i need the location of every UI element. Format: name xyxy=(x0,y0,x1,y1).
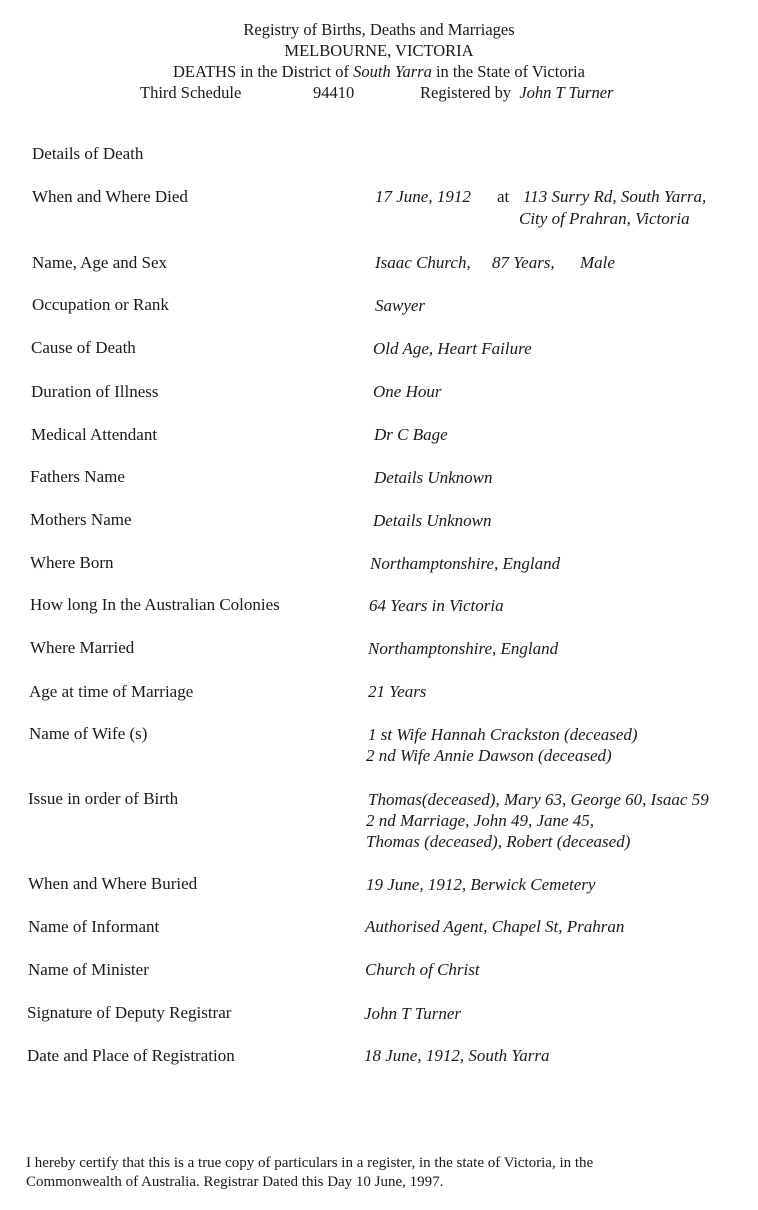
label-age-marriage: Age at time of Marriage xyxy=(29,682,194,701)
label-medical: Medical Attendant xyxy=(31,425,158,444)
header-district-line xyxy=(0,62,758,82)
value-registration: 18 June, 1912, South Yarra xyxy=(364,1046,550,1065)
district-suffix: in the State of Victoria xyxy=(435,62,585,81)
label-cause: Cause of Death xyxy=(31,338,136,357)
value-medical: Dr C Bage xyxy=(374,425,448,444)
value-death-address1: 113 Surry Rd, South Yarra, xyxy=(523,187,707,206)
value-minister: Church of Christ xyxy=(365,960,480,979)
label-father: Fathers Name xyxy=(30,467,125,486)
label-name-age-sex: Name, Age and Sex xyxy=(32,253,168,272)
value-issue-1: Thomas(deceased), Mary 63, George 60, Isaac 59 xyxy=(368,790,709,809)
label-signature: Signature of Deputy Registrar xyxy=(27,1003,232,1022)
value-death-address2: City of Prahran, Victoria xyxy=(519,209,690,228)
value-issue-2: 2 nd Marriage, John 49, Jane 45, xyxy=(366,811,595,830)
district-name: South Yarra xyxy=(353,62,432,81)
value-name: Isaac Church, xyxy=(375,253,471,272)
label-registration: Date and Place of Registration xyxy=(27,1046,235,1065)
value-father: Details Unknown xyxy=(374,468,493,487)
header-line1: Registry of Births, Deaths and Marriages xyxy=(243,20,515,39)
registrar-name: John T Turner xyxy=(519,83,614,102)
value-duration: One Hour xyxy=(373,382,442,401)
value-wife-2: 2 nd Wife Annie Dawson (deceased) xyxy=(366,746,612,765)
value-cause: Old Age, Heart Failure xyxy=(373,339,532,358)
value-mother: Details Unknown xyxy=(373,511,492,530)
value-death-date: 17 June, 1912 xyxy=(375,187,471,206)
value-wife-1: 1 st Wife Hannah Crackston (deceased) xyxy=(368,725,638,744)
label-married: Where Married xyxy=(30,638,135,657)
value-age-marriage: 21 Years xyxy=(368,682,427,701)
registered-by-label: Registered by xyxy=(420,83,512,102)
value-born: Northamptonshire, England xyxy=(370,554,561,573)
district-prefix: DEATHS in the District of xyxy=(173,62,349,81)
registration-number: 94410 xyxy=(313,83,355,102)
value-buried: 19 June, 1912, Berwick Cemetery xyxy=(366,875,596,894)
label-duration: Duration of Illness xyxy=(31,382,159,401)
certification-line1: I hereby certify that this is a true copy of particulars in a register, in the state of Victoria, in the xyxy=(26,1155,594,1171)
value-signature: John T Turner xyxy=(364,1004,461,1023)
label-minister: Name of Minister xyxy=(28,960,149,979)
label-issue: Issue in order of Birth xyxy=(28,789,179,808)
value-colonies: 64 Years in Victoria xyxy=(369,596,504,615)
header-line2: MELBOURNE, VICTORIA xyxy=(284,41,474,60)
label-colonies: How long In the Australian Colonies xyxy=(30,595,280,614)
label-mother: Mothers Name xyxy=(30,510,132,529)
section-title: Details of Death xyxy=(32,144,144,163)
label-when-where-died: When and Where Died xyxy=(32,187,188,206)
value-issue-3: Thomas (deceased), Robert (deceased) xyxy=(366,832,631,851)
value-age: 87 Years, xyxy=(492,253,555,272)
registered-by xyxy=(420,83,613,103)
schedule: Third Schedule xyxy=(140,83,242,102)
label-informant: Name of Informant xyxy=(28,917,160,936)
label-buried: When and Where Buried xyxy=(28,874,198,893)
value-sex: Male xyxy=(580,253,615,272)
certification-line2: Commonwealth of Australia. Registrar Dated this Day 10 June, 1997. xyxy=(26,1174,444,1190)
label-born: Where Born xyxy=(30,553,114,572)
label-wife: Name of Wife (s) xyxy=(29,724,148,743)
value-death-at: at xyxy=(497,187,510,206)
value-married: Northamptonshire, England xyxy=(368,639,559,658)
value-informant: Authorised Agent, Chapel St, Prahran xyxy=(365,917,625,936)
value-occupation: Sawyer xyxy=(375,296,426,315)
label-occupation: Occupation or Rank xyxy=(32,295,169,314)
